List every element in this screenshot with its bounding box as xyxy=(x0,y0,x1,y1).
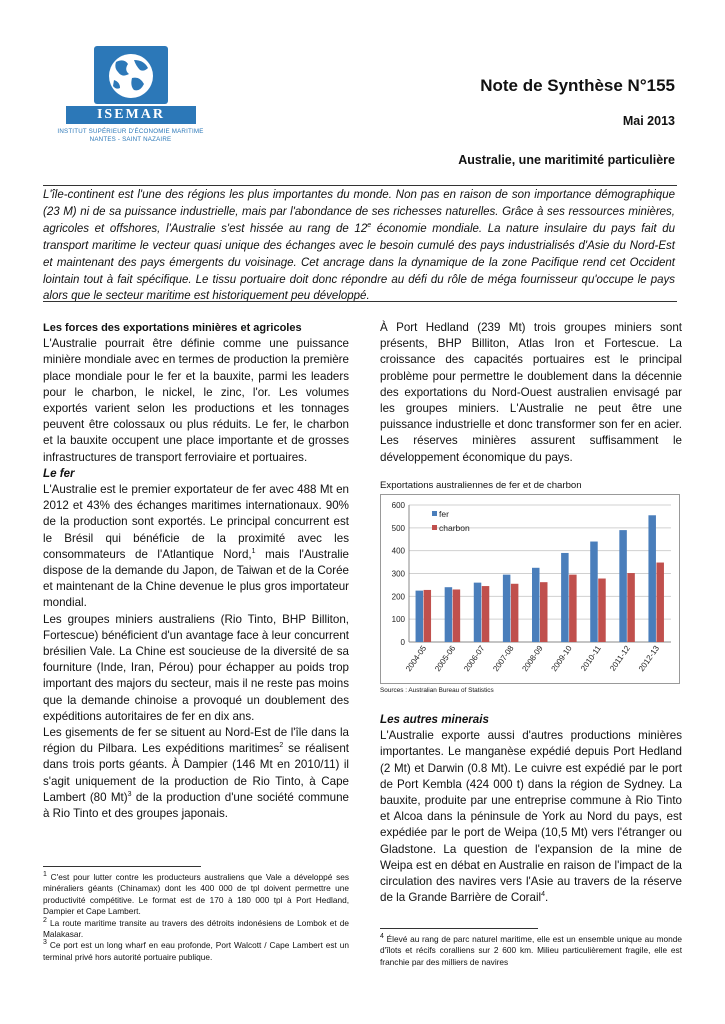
chart-source: Sources : Australian Bureau of Statistics xyxy=(380,687,494,694)
y-tick-label: 200 xyxy=(391,592,405,602)
footnote xyxy=(43,918,349,941)
section-heading: Les forces des exportations minières et agricoles xyxy=(43,322,302,334)
abstract-superscript: e xyxy=(367,221,372,229)
right-column-bottom xyxy=(380,712,682,906)
footnote-number: 3 xyxy=(43,939,47,947)
footnote xyxy=(380,934,682,968)
page-title: Note de Synthèse N°155 xyxy=(480,76,675,95)
bar-charbon xyxy=(453,589,461,642)
x-tick-label: 2007-08 xyxy=(491,643,516,674)
bar-fer xyxy=(532,568,540,642)
footnote-number: 4 xyxy=(380,933,384,941)
footnote-divider xyxy=(380,928,538,929)
x-tick-label: 2005-06 xyxy=(433,643,458,674)
x-tick-label: 2010-11 xyxy=(578,643,603,673)
logo-wordmark: ISEMAR xyxy=(66,106,196,124)
paragraph-text: se réalisent dans trois ports géants. À Dampier (146 Mt en 2010/11) il s'agit uniquement de la production de Rio Tinto, à Cape Lambert (80 Mt) xyxy=(43,742,349,804)
chart-svg xyxy=(381,495,679,683)
left-column xyxy=(43,320,349,822)
x-tick-label: 2006-07 xyxy=(462,643,487,674)
bar-fer xyxy=(590,542,598,642)
bar-charbon xyxy=(540,582,548,642)
paragraph-text: L'Australie est le premier exportateur de fer avec 488 Mt en 2012 et 43% des échanges maritimes internationaux. 90% de la production sont exportés. Le principal concurrent est le Brésil qui bénéficie de la proximité avec les consommateurs de l'Atlantique Nord, xyxy=(43,483,349,561)
paragraph-text: L'Australie exporte aussi d'autres productions minières importantes. Le manganèse expédié depuis Port Hedland (2 Mt) et Darwin (0.8 Mt). Le cuivre est expédié par le port de Port Kembla (424 000 t) dans la région de Sydney. La bauxite, produite par une entreprise commune à Rio Tinto et Alcoa dans la péninsule de York au Nord du pays, est expédiée par le port de Weipa (10,5 Mt) vers l'étranger ou Gladstone. La question de l'expansion de la mine de Weipa est en débat en Australie en raison de l'impact de la circulation des navires vers l'Asie au travers de la réserve de la Grande Barrière de Corail xyxy=(380,729,682,905)
footnote-number: 2 xyxy=(43,916,47,924)
footnote-text: La route maritime transite au travers des détroits indonésiens de Lombok et de Malakasar. xyxy=(43,917,349,940)
paragraph-text: . xyxy=(545,891,549,905)
paragraph xyxy=(43,482,349,612)
abstract-rule-top xyxy=(43,185,677,186)
legend-label: charbon xyxy=(439,523,470,533)
bar-fer xyxy=(648,515,656,642)
footnote-ref[interactable]: 1 xyxy=(251,547,256,555)
bar-charbon xyxy=(656,563,664,642)
bar-fer xyxy=(416,591,424,642)
paragraph-text: mais l'Australie dispose de la demande du Japon, de Taiwan et de la Corée et maintenant de la Chine devenue le plus gros importateur mondial. xyxy=(43,547,349,610)
y-tick-label: 400 xyxy=(391,546,405,556)
globe-icon xyxy=(94,46,168,104)
abstract xyxy=(43,187,675,305)
subsection-heading: Les autres minerais xyxy=(380,713,489,726)
logo-line-1: INSTITUT SUPÉRIEUR D'ÉCONOMIE MARITIME xyxy=(57,128,204,135)
x-tick-label: 2011-12 xyxy=(608,643,632,673)
x-tick-label: 2004-05 xyxy=(403,643,429,674)
right-column-top xyxy=(380,320,682,466)
paragraph-text: Les gisements de fer se situent au Nord-Est de l'île dans la région du Pilbara. Les expéditions maritimes xyxy=(43,726,349,756)
legend-label: fer xyxy=(439,509,449,519)
bar-charbon xyxy=(598,579,606,642)
logo-subtitle xyxy=(48,128,213,144)
footnote xyxy=(43,940,349,963)
isemar-logo xyxy=(48,46,213,144)
subsection-heading: Le fer xyxy=(43,466,75,480)
footnote-ref[interactable]: 4 xyxy=(541,891,546,899)
y-tick-label: 300 xyxy=(391,569,405,579)
x-tick-label: 2008-09 xyxy=(520,643,545,674)
x-tick-label: 2012-13 xyxy=(636,643,662,674)
abstract-rule-bottom xyxy=(43,301,677,302)
bar-fer xyxy=(445,587,453,642)
footnote xyxy=(43,872,349,918)
footnote-divider xyxy=(43,866,201,867)
paragraph: L'Australie pourrait être définie comme une puissance minière mondiale avec en termes de production la première place mondiale pour le fer et la bauxite, parmi les leaders pour le charbon, le nickel, le zinc, l'or. Les volumes exportés varient selon les productions et les tonnages peuvent être colossaux ou plus réduits. Le fer, le charbon et la bauxite occupent une place importante et de grosses infrastructures de transport ferroviaire et portuaires. xyxy=(43,337,349,464)
bar-fer xyxy=(503,575,511,642)
abstract-text-1: L'île-continent est l'une des régions les plus importantes du monde. Non pas en raison de son importance démographique (23 M) ni de sa puissance industrielle, mais par l'abondance de ses richesses naturelles. Grâce à ses ressources minières, agricoles et offshores, l'Australie s'est hissée au rang de 12 xyxy=(43,189,675,235)
chart xyxy=(380,494,680,684)
abstract-text-2: économie mondiale. La nature insulaire du pays fait du transport maritime le vecteur quasi unique des échanges avec le besoin cumulé des pays industrialisés d'Asie du Nord-Est et maintenant des pays émergents du voisinage. Cet ancrage dans la dynamique de la zone Pacifique rend cet Occident lointain tout à fait spécifique. Le tissu portuaire doit donc répondre au défi du rôle de méga fournisseur qu'occupe le pays alors que le secteur maritime est historiquement peu développé. xyxy=(43,222,675,303)
chart-title: Exportations australiennes de fer et de charbon xyxy=(380,480,582,491)
legend-swatch xyxy=(432,525,437,530)
paragraph: À Port Hedland (239 Mt) trois groupes miniers sont présents, BHP Billiton, Atlas Iron et Fortescue. La croissance des capacités portuaires est le principal problème pour permettre le doublement dans la décennie des exportations du Nord-Ouest australien envisagé par les groupes miniers. L'Australie ne peut être une puissance industrielle et donc transformer son fer en acier. Les réserves minières assurent suffisamment le développement économique du pays. xyxy=(380,321,682,464)
logo-line-2: NANTES - SAINT NAZAIRE xyxy=(89,136,172,143)
y-tick-label: 100 xyxy=(391,615,405,625)
x-tick-label: 2009-10 xyxy=(549,643,574,674)
footnote-ref[interactable]: 2 xyxy=(279,742,284,750)
footnotes-left xyxy=(43,872,349,963)
legend-swatch xyxy=(432,511,437,516)
footnote-text: C'est pour lutter contre les producteurs australiens que Vale a développé ses minéraliers géants (Chinamax) dont les 400 000 de tpl doivent permettre une productivité compétitive. Le format est de 170 à 180 000 tpl à Port Hedland, Dampier et Cape Lambert. xyxy=(43,872,349,917)
bar-charbon xyxy=(627,573,635,642)
bar-charbon xyxy=(511,584,519,642)
footnote-text: Ce port est un long wharf en eau profonde, Port Walcott / Cape Lambert est un terminal privé hors autorité portuaire publique. xyxy=(43,940,349,962)
footnote-ref[interactable]: 3 xyxy=(127,791,132,799)
bar-charbon xyxy=(424,590,432,642)
publication-date: Mai 2013 xyxy=(622,114,675,128)
paragraph: Les groupes miniers australiens (Rio Tinto, BHP Billiton, Fortescue) bénéficient d'un avantage face à leur concurrent brésilien Vale. La Chine est soucieuse de la diversité de sa fourniture (Inde, Iran, Pérou) pour échapper au poids trop important des majors du secteur, mais il ne reste pas moins que la demande chinoise a provoqué un doublement des expéditions autoritaires de fer en dix ans. xyxy=(43,612,349,723)
footnote-number: 1 xyxy=(43,871,47,879)
bar-charbon xyxy=(482,586,490,642)
bar-charbon xyxy=(569,575,577,642)
footnote-text: Élevé au rang de parc naturel maritime, elle est un ensemble unique au monde d'îlots et récifs coralliens sur 2 600 km. Milieu particulièrement fragile, elle est franchie par des milliers de navires xyxy=(380,934,682,967)
bar-fer xyxy=(619,530,627,642)
bar-fer xyxy=(561,553,569,642)
y-tick-label: 600 xyxy=(391,501,405,510)
paragraph xyxy=(380,728,682,906)
paragraph-text: de la production d'une société commune à Rio Tinto et des groupes japonais. xyxy=(43,790,349,821)
y-tick-label: 500 xyxy=(391,523,405,533)
bar-fer xyxy=(474,583,482,642)
paragraph xyxy=(43,725,349,822)
footnotes-right xyxy=(380,934,682,968)
page-subtitle: Australie, une maritimité particulière xyxy=(458,153,675,167)
y-tick-label: 0 xyxy=(400,638,405,647)
